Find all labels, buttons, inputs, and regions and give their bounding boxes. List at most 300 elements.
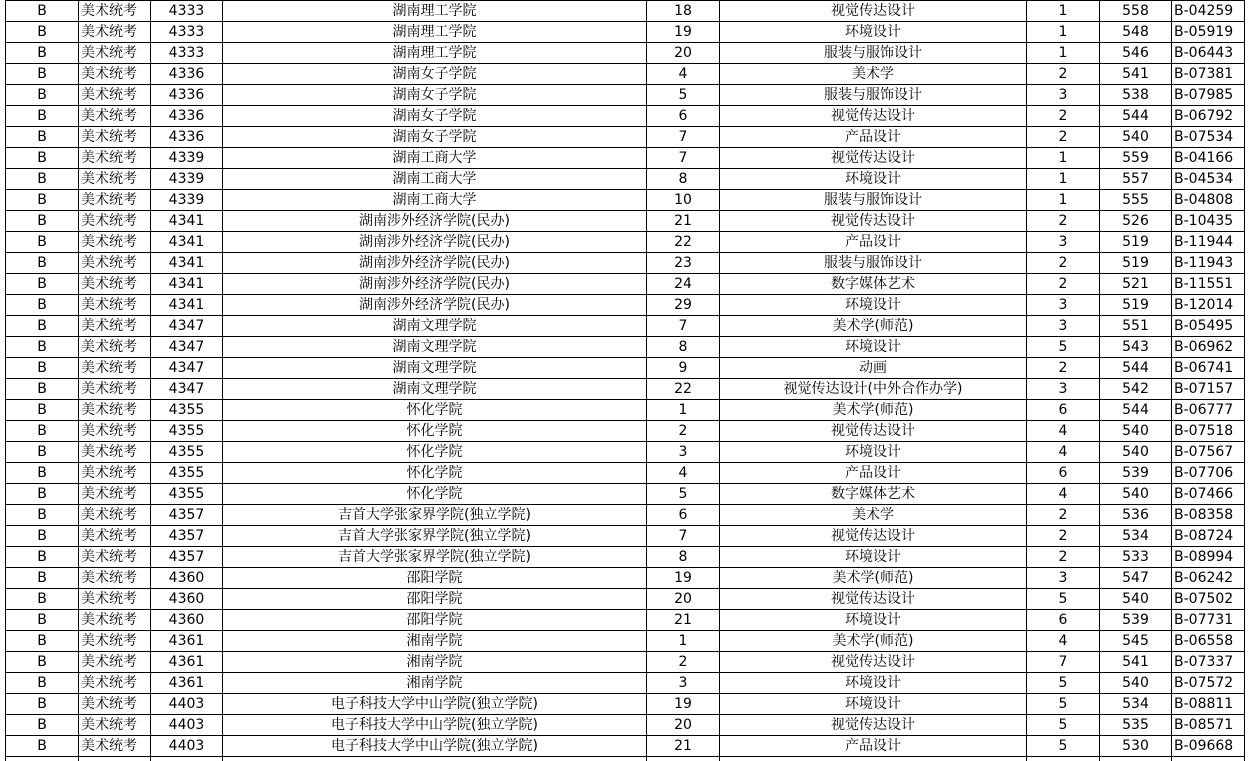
plan-count-cell[interactable]: 2 [1027, 526, 1100, 547]
table-row[interactable] [6, 379, 1245, 400]
batch-cell[interactable]: B [6, 1, 79, 22]
category-cell[interactable]: 美术统考 [79, 715, 151, 736]
batch-cell[interactable]: B [6, 463, 79, 484]
rank-cell[interactable]: B-07337 [1172, 652, 1245, 673]
table-row[interactable] [6, 736, 1245, 757]
table-row[interactable] [6, 610, 1245, 631]
table-row[interactable] [6, 715, 1245, 736]
batch-cell[interactable]: B [6, 736, 79, 757]
batch-cell[interactable]: B [6, 568, 79, 589]
min-score-cell[interactable]: 538 [1100, 85, 1172, 106]
batch-cell[interactable]: B [6, 484, 79, 505]
table-row[interactable] [6, 169, 1245, 190]
table-row[interactable] [6, 190, 1245, 211]
rank-cell[interactable]: B-09668 [1172, 736, 1245, 757]
major-code-cell[interactable]: 9 [647, 358, 720, 379]
category-cell[interactable]: 美术统考 [79, 484, 151, 505]
category-cell[interactable]: 美术统考 [79, 463, 151, 484]
school-code-cell[interactable]: 4403 [151, 715, 223, 736]
min-score-cell[interactable]: 536 [1100, 505, 1172, 526]
major-name-cell[interactable]: 服装与服饰设计 [720, 253, 1027, 274]
plan-count-cell[interactable]: 3 [1027, 232, 1100, 253]
major-code-cell[interactable]: 8 [647, 547, 720, 568]
major-code-cell[interactable]: 18 [647, 1, 720, 22]
major-name-cell[interactable]: 产品设计 [720, 463, 1027, 484]
major-name-cell[interactable]: 环境设计 [720, 610, 1027, 631]
rank-cell[interactable]: B-07706 [1172, 463, 1245, 484]
school-name-cell[interactable]: 湖南女子学院 [223, 106, 647, 127]
category-cell[interactable]: 美术统考 [79, 211, 151, 232]
rank-cell[interactable]: B-07572 [1172, 673, 1245, 694]
school-name-cell[interactable]: 邵阳学院 [223, 589, 647, 610]
school-code-cell[interactable]: 4403 [151, 694, 223, 715]
major-code-cell[interactable]: 7 [647, 316, 720, 337]
major-code-cell[interactable]: 7 [647, 127, 720, 148]
plan-count-cell[interactable]: 5 [1027, 694, 1100, 715]
major-name-cell[interactable]: 视觉传达设计 [720, 526, 1027, 547]
major-name-cell[interactable]: 美术学 [720, 64, 1027, 85]
school-code-cell[interactable]: 4355 [151, 421, 223, 442]
category-cell[interactable]: 美术统考 [79, 736, 151, 757]
major-code-cell[interactable]: 8 [647, 337, 720, 358]
min-score-cell[interactable]: 544 [1100, 400, 1172, 421]
school-code-cell[interactable]: 4341 [151, 274, 223, 295]
category-cell[interactable]: 美术统考 [79, 505, 151, 526]
batch-cell[interactable]: B [6, 148, 79, 169]
plan-count-cell[interactable]: 2 [1027, 358, 1100, 379]
plan-count-cell[interactable]: 5 [1027, 736, 1100, 757]
batch-cell[interactable]: B [6, 631, 79, 652]
major-code-cell[interactable]: 19 [647, 568, 720, 589]
school-code-cell[interactable]: 4339 [151, 190, 223, 211]
major-name-cell[interactable]: 动画 [720, 358, 1027, 379]
major-name-cell[interactable]: 环境设计 [720, 295, 1027, 316]
school-code-cell[interactable]: 4347 [151, 379, 223, 400]
plan-count-cell[interactable]: 2 [1027, 253, 1100, 274]
category-cell[interactable]: 美术统考 [79, 337, 151, 358]
batch-cell[interactable]: B [6, 253, 79, 274]
major-code-cell[interactable]: 22 [647, 232, 720, 253]
min-score-cell[interactable]: 530 [1100, 736, 1172, 757]
school-name-cell[interactable]: 湘南学院 [223, 652, 647, 673]
school-code-cell[interactable]: 4357 [151, 526, 223, 547]
major-name-cell[interactable]: 环境设计 [720, 694, 1027, 715]
category-cell[interactable]: 美术统考 [79, 43, 151, 64]
min-score-cell[interactable]: 534 [1100, 526, 1172, 547]
category-cell[interactable]: 美术统考 [79, 652, 151, 673]
min-score-cell[interactable]: 543 [1100, 337, 1172, 358]
category-cell[interactable]: 美术统考 [79, 547, 151, 568]
school-name-cell[interactable]: 湖南理工学院 [223, 22, 647, 43]
min-score-cell[interactable]: 540 [1100, 127, 1172, 148]
min-score-cell[interactable]: 542 [1100, 379, 1172, 400]
school-code-cell[interactable]: 4336 [151, 106, 223, 127]
category-cell[interactable]: 美术统考 [79, 358, 151, 379]
batch-cell[interactable]: B [6, 652, 79, 673]
school-code-cell[interactable]: 4341 [151, 253, 223, 274]
plan-count-cell[interactable]: 2 [1027, 106, 1100, 127]
batch-cell[interactable]: B [6, 589, 79, 610]
school-name-cell[interactable]: 吉首大学张家界学院(独立学院) [223, 526, 647, 547]
plan-count-cell[interactable]: 6 [1027, 463, 1100, 484]
major-code-cell[interactable]: 8 [647, 169, 720, 190]
major-code-cell[interactable]: 6 [647, 106, 720, 127]
school-code-cell[interactable]: 4339 [151, 148, 223, 169]
major-code-cell[interactable]: 5 [647, 85, 720, 106]
major-code-cell[interactable]: 20 [647, 589, 720, 610]
major-name-cell[interactable]: 环境设计 [720, 673, 1027, 694]
min-score-cell[interactable]: 547 [1100, 568, 1172, 589]
major-code-cell[interactable]: 20 [647, 715, 720, 736]
batch-cell[interactable]: B [6, 127, 79, 148]
major-name-cell[interactable]: 数字媒体艺术 [720, 484, 1027, 505]
min-score-cell[interactable]: 521 [1100, 274, 1172, 295]
rank-cell[interactable]: B-05495 [1172, 316, 1245, 337]
min-score-cell[interactable]: 551 [1100, 316, 1172, 337]
rank-cell[interactable]: B-04808 [1172, 190, 1245, 211]
min-score-cell[interactable]: 548 [1100, 22, 1172, 43]
category-cell[interactable]: 美术统考 [79, 106, 151, 127]
min-score-cell[interactable]: 544 [1100, 358, 1172, 379]
min-score-cell[interactable]: 559 [1100, 148, 1172, 169]
major-name-cell[interactable]: 视觉传达设计 [720, 106, 1027, 127]
batch-cell[interactable]: B [6, 610, 79, 631]
category-cell[interactable]: 美术统考 [79, 85, 151, 106]
min-score-cell[interactable]: 555 [1100, 190, 1172, 211]
school-name-cell[interactable]: 怀化学院 [223, 421, 647, 442]
category-cell[interactable]: 美术统考 [79, 148, 151, 169]
major-name-cell[interactable]: 视觉传达设计 [720, 421, 1027, 442]
category-cell[interactable]: 美术统考 [79, 442, 151, 463]
batch-cell[interactable]: B [6, 421, 79, 442]
plan-count-cell[interactable]: 5 [1027, 589, 1100, 610]
min-score-cell[interactable]: 519 [1100, 253, 1172, 274]
major-code-cell[interactable]: 20 [647, 43, 720, 64]
school-name-cell[interactable]: 湖南涉外经济学院(民办) [223, 211, 647, 232]
batch-cell[interactable]: B [6, 526, 79, 547]
category-cell[interactable]: 美术统考 [79, 589, 151, 610]
plan-count-cell[interactable]: 6 [1027, 610, 1100, 631]
school-name-cell[interactable]: 吉首大学张家界学院(独立学院) [223, 547, 647, 568]
rank-cell[interactable]: B-08358 [1172, 505, 1245, 526]
major-name-cell[interactable]: 数字媒体艺术 [720, 274, 1027, 295]
table-row[interactable] [6, 106, 1245, 127]
major-code-cell[interactable]: 2 [647, 652, 720, 673]
table-row[interactable] [6, 526, 1245, 547]
major-code-cell[interactable]: 19 [647, 694, 720, 715]
major-name-cell[interactable]: 服装与服饰设计 [720, 190, 1027, 211]
major-name-cell[interactable]: 视觉传达设计 [720, 148, 1027, 169]
min-score-cell[interactable]: 545 [1100, 631, 1172, 652]
plan-count-cell[interactable]: 3 [1027, 295, 1100, 316]
major-code-cell[interactable]: 19 [647, 22, 720, 43]
rank-cell[interactable]: B-11943 [1172, 253, 1245, 274]
school-name-cell[interactable]: 湘南学院 [223, 673, 647, 694]
rank-cell[interactable]: B-07157 [1172, 379, 1245, 400]
plan-count-cell[interactable]: 2 [1027, 547, 1100, 568]
batch-cell[interactable]: B [6, 358, 79, 379]
min-score-cell[interactable]: 519 [1100, 232, 1172, 253]
category-cell[interactable]: 美术统考 [79, 64, 151, 85]
plan-count-cell[interactable]: 1 [1027, 148, 1100, 169]
school-name-cell[interactable]: 电子科技大学中山学院(独立学院) [223, 736, 647, 757]
rank-cell[interactable]: B-04259 [1172, 1, 1245, 22]
school-code-cell[interactable]: 4347 [151, 316, 223, 337]
school-code-cell[interactable]: 4339 [151, 169, 223, 190]
school-code-cell[interactable]: 4341 [151, 211, 223, 232]
school-code-cell[interactable]: 4361 [151, 652, 223, 673]
min-score-cell[interactable]: 526 [1100, 211, 1172, 232]
min-score-cell[interactable]: 533 [1100, 547, 1172, 568]
major-code-cell[interactable]: 6 [647, 505, 720, 526]
batch-cell[interactable]: B [6, 400, 79, 421]
plan-count-cell[interactable]: 2 [1027, 505, 1100, 526]
major-code-cell[interactable]: 22 [647, 379, 720, 400]
school-name-cell[interactable]: 湖南理工学院 [223, 1, 647, 22]
school-code-cell[interactable]: 4357 [151, 547, 223, 568]
school-code-cell[interactable]: 4403 [151, 736, 223, 757]
major-name-cell[interactable]: 视觉传达设计 [720, 715, 1027, 736]
batch-cell[interactable]: B [6, 43, 79, 64]
school-code-cell[interactable]: 4341 [151, 295, 223, 316]
school-name-cell[interactable]: 电子科技大学中山学院(独立学院) [223, 694, 647, 715]
major-name-cell[interactable]: 视觉传达设计 [720, 1, 1027, 22]
plan-count-cell[interactable]: 1 [1027, 1, 1100, 22]
table-row[interactable] [6, 652, 1245, 673]
rank-cell[interactable]: B-07567 [1172, 442, 1245, 463]
plan-count-cell[interactable]: 6 [1027, 400, 1100, 421]
table-row[interactable] [6, 43, 1245, 64]
table-row[interactable] [6, 316, 1245, 337]
batch-cell[interactable]: B [6, 673, 79, 694]
major-name-cell[interactable]: 视觉传达设计 [720, 589, 1027, 610]
plan-count-cell[interactable]: 3 [1027, 568, 1100, 589]
batch-cell[interactable]: B [6, 547, 79, 568]
min-score-cell[interactable]: 541 [1100, 652, 1172, 673]
plan-count-cell[interactable]: 5 [1027, 673, 1100, 694]
school-name-cell[interactable]: 湖南工商大学 [223, 169, 647, 190]
batch-cell[interactable]: B [6, 274, 79, 295]
category-cell[interactable]: 美术统考 [79, 526, 151, 547]
major-name-cell[interactable]: 环境设计 [720, 547, 1027, 568]
major-name-cell[interactable]: 美术学(师范) [720, 400, 1027, 421]
min-score-cell[interactable]: 540 [1100, 484, 1172, 505]
table-row[interactable] [6, 589, 1245, 610]
school-code-cell[interactable]: 4361 [151, 631, 223, 652]
major-name-cell[interactable]: 视觉传达设计 [720, 211, 1027, 232]
min-score-cell[interactable]: 519 [1100, 295, 1172, 316]
school-code-cell[interactable]: 4347 [151, 358, 223, 379]
batch-cell[interactable]: B [6, 169, 79, 190]
rank-cell[interactable]: B-06792 [1172, 106, 1245, 127]
plan-count-cell[interactable]: 2 [1027, 211, 1100, 232]
plan-count-cell[interactable]: 2 [1027, 64, 1100, 85]
rank-cell[interactable]: B-05919 [1172, 22, 1245, 43]
school-name-cell[interactable]: 湘南学院 [223, 631, 647, 652]
category-cell[interactable]: 美术统考 [79, 22, 151, 43]
table-row[interactable] [6, 484, 1245, 505]
table-row[interactable] [6, 253, 1245, 274]
category-cell[interactable]: 美术统考 [79, 694, 151, 715]
major-code-cell[interactable]: 3 [647, 673, 720, 694]
plan-count-cell[interactable]: 4 [1027, 442, 1100, 463]
min-score-cell[interactable]: 539 [1100, 463, 1172, 484]
min-score-cell[interactable]: 557 [1100, 169, 1172, 190]
table-row[interactable] [6, 295, 1245, 316]
school-name-cell[interactable]: 怀化学院 [223, 400, 647, 421]
batch-cell[interactable]: B [6, 64, 79, 85]
min-score-cell[interactable]: 540 [1100, 589, 1172, 610]
table-row[interactable] [6, 148, 1245, 169]
rank-cell[interactable]: B-06242 [1172, 568, 1245, 589]
school-name-cell[interactable]: 湖南工商大学 [223, 190, 647, 211]
school-name-cell[interactable]: 湖南涉外经济学院(民办) [223, 274, 647, 295]
plan-count-cell[interactable]: 7 [1027, 652, 1100, 673]
major-name-cell[interactable]: 服装与服饰设计 [720, 43, 1027, 64]
school-name-cell[interactable]: 湖南文理学院 [223, 337, 647, 358]
school-code-cell[interactable]: 4341 [151, 232, 223, 253]
major-code-cell[interactable]: 29 [647, 295, 720, 316]
school-name-cell[interactable]: 湖南涉外经济学院(民办) [223, 232, 647, 253]
plan-count-cell[interactable]: 2 [1027, 274, 1100, 295]
category-cell[interactable]: 美术统考 [79, 421, 151, 442]
plan-count-cell[interactable]: 1 [1027, 190, 1100, 211]
school-code-cell[interactable]: 4333 [151, 43, 223, 64]
batch-cell[interactable]: B [6, 85, 79, 106]
rank-cell[interactable]: B-06777 [1172, 400, 1245, 421]
category-cell[interactable]: 美术统考 [79, 232, 151, 253]
rank-cell[interactable]: B-06443 [1172, 43, 1245, 64]
plan-count-cell[interactable]: 3 [1027, 85, 1100, 106]
plan-count-cell[interactable]: 4 [1027, 631, 1100, 652]
table-row[interactable] [6, 127, 1245, 148]
rank-cell[interactable]: B-11551 [1172, 274, 1245, 295]
school-name-cell[interactable]: 湖南文理学院 [223, 316, 647, 337]
plan-count-cell[interactable]: 3 [1027, 379, 1100, 400]
major-name-cell[interactable]: 产品设计 [720, 232, 1027, 253]
rank-cell[interactable]: B-12014 [1172, 295, 1245, 316]
table-row[interactable] [6, 463, 1245, 484]
batch-cell[interactable]: B [6, 694, 79, 715]
batch-cell[interactable]: B [6, 379, 79, 400]
table-row[interactable] [6, 232, 1245, 253]
rank-cell[interactable]: B-04166 [1172, 148, 1245, 169]
school-code-cell[interactable]: 4347 [151, 337, 223, 358]
rank-cell[interactable]: B-08724 [1172, 526, 1245, 547]
category-cell[interactable]: 美术统考 [79, 379, 151, 400]
plan-count-cell[interactable]: 1 [1027, 22, 1100, 43]
school-name-cell[interactable]: 湖南涉外经济学院(民办) [223, 295, 647, 316]
plan-count-cell[interactable]: 5 [1027, 715, 1100, 736]
rank-cell[interactable]: B-08811 [1172, 694, 1245, 715]
min-score-cell[interactable]: 540 [1100, 421, 1172, 442]
table-row[interactable] [6, 694, 1245, 715]
rank-cell[interactable]: B-10435 [1172, 211, 1245, 232]
category-cell[interactable]: 美术统考 [79, 1, 151, 22]
major-code-cell[interactable]: 3 [647, 442, 720, 463]
major-name-cell[interactable]: 服装与服饰设计 [720, 85, 1027, 106]
min-score-cell[interactable]: 541 [1100, 64, 1172, 85]
min-score-cell[interactable]: 540 [1100, 442, 1172, 463]
school-name-cell[interactable]: 湖南女子学院 [223, 64, 647, 85]
category-cell[interactable]: 美术统考 [79, 610, 151, 631]
school-code-cell[interactable]: 4360 [151, 568, 223, 589]
table-row[interactable] [6, 568, 1245, 589]
school-code-cell[interactable]: 4333 [151, 22, 223, 43]
major-name-cell[interactable]: 环境设计 [720, 22, 1027, 43]
batch-cell[interactable]: B [6, 715, 79, 736]
plan-count-cell[interactable]: 5 [1027, 337, 1100, 358]
school-name-cell[interactable]: 湖南理工学院 [223, 43, 647, 64]
rank-cell[interactable]: B-06962 [1172, 337, 1245, 358]
category-cell[interactable]: 美术统考 [79, 295, 151, 316]
major-code-cell[interactable]: 5 [647, 484, 720, 505]
category-cell[interactable]: 美术统考 [79, 190, 151, 211]
batch-cell[interactable]: B [6, 316, 79, 337]
major-code-cell[interactable]: 21 [647, 736, 720, 757]
school-code-cell[interactable]: 4336 [151, 127, 223, 148]
category-cell[interactable]: 美术统考 [79, 631, 151, 652]
plan-count-cell[interactable]: 4 [1027, 421, 1100, 442]
category-cell[interactable]: 美术统考 [79, 274, 151, 295]
category-cell[interactable]: 美术统考 [79, 253, 151, 274]
school-name-cell[interactable]: 怀化学院 [223, 463, 647, 484]
school-name-cell[interactable]: 湖南工商大学 [223, 148, 647, 169]
batch-cell[interactable]: B [6, 232, 79, 253]
school-name-cell[interactable]: 湖南涉外经济学院(民办) [223, 253, 647, 274]
major-code-cell[interactable]: 7 [647, 526, 720, 547]
rank-cell[interactable]: B-07985 [1172, 85, 1245, 106]
school-code-cell[interactable]: 4360 [151, 589, 223, 610]
category-cell[interactable]: 美术统考 [79, 169, 151, 190]
table-row[interactable] [6, 274, 1245, 295]
plan-count-cell[interactable]: 4 [1027, 484, 1100, 505]
school-name-cell[interactable]: 邵阳学院 [223, 610, 647, 631]
plan-count-cell[interactable]: 1 [1027, 43, 1100, 64]
category-cell[interactable]: 美术统考 [79, 673, 151, 694]
school-name-cell[interactable]: 湖南文理学院 [223, 379, 647, 400]
school-code-cell[interactable]: 4355 [151, 442, 223, 463]
rank-cell[interactable]: B-07502 [1172, 589, 1245, 610]
table-row[interactable] [6, 337, 1245, 358]
school-name-cell[interactable]: 怀化学院 [223, 484, 647, 505]
school-name-cell[interactable]: 吉首大学张家界学院(独立学院) [223, 505, 647, 526]
table-row[interactable] [6, 358, 1245, 379]
major-name-cell[interactable]: 美术学(师范) [720, 631, 1027, 652]
table-row[interactable] [6, 547, 1245, 568]
school-code-cell[interactable]: 4355 [151, 484, 223, 505]
category-cell[interactable]: 美术统考 [79, 316, 151, 337]
table-row[interactable] [6, 211, 1245, 232]
school-code-cell[interactable]: 4336 [151, 85, 223, 106]
min-score-cell[interactable]: 558 [1100, 1, 1172, 22]
rank-cell[interactable]: B-06558 [1172, 631, 1245, 652]
table-row[interactable] [6, 442, 1245, 463]
batch-cell[interactable]: B [6, 106, 79, 127]
table-row[interactable] [6, 64, 1245, 85]
major-name-cell[interactable]: 视觉传达设计(中外合作办学) [720, 379, 1027, 400]
rank-cell[interactable]: B-04534 [1172, 169, 1245, 190]
school-code-cell[interactable]: 4360 [151, 610, 223, 631]
table-row[interactable] [6, 505, 1245, 526]
batch-cell[interactable]: B [6, 337, 79, 358]
major-name-cell[interactable]: 美术学(师范) [720, 316, 1027, 337]
category-cell[interactable]: 美术统考 [79, 568, 151, 589]
table-row[interactable] [6, 631, 1245, 652]
school-code-cell[interactable]: 4336 [151, 64, 223, 85]
rank-cell[interactable]: B-08571 [1172, 715, 1245, 736]
school-name-cell[interactable]: 湖南文理学院 [223, 358, 647, 379]
